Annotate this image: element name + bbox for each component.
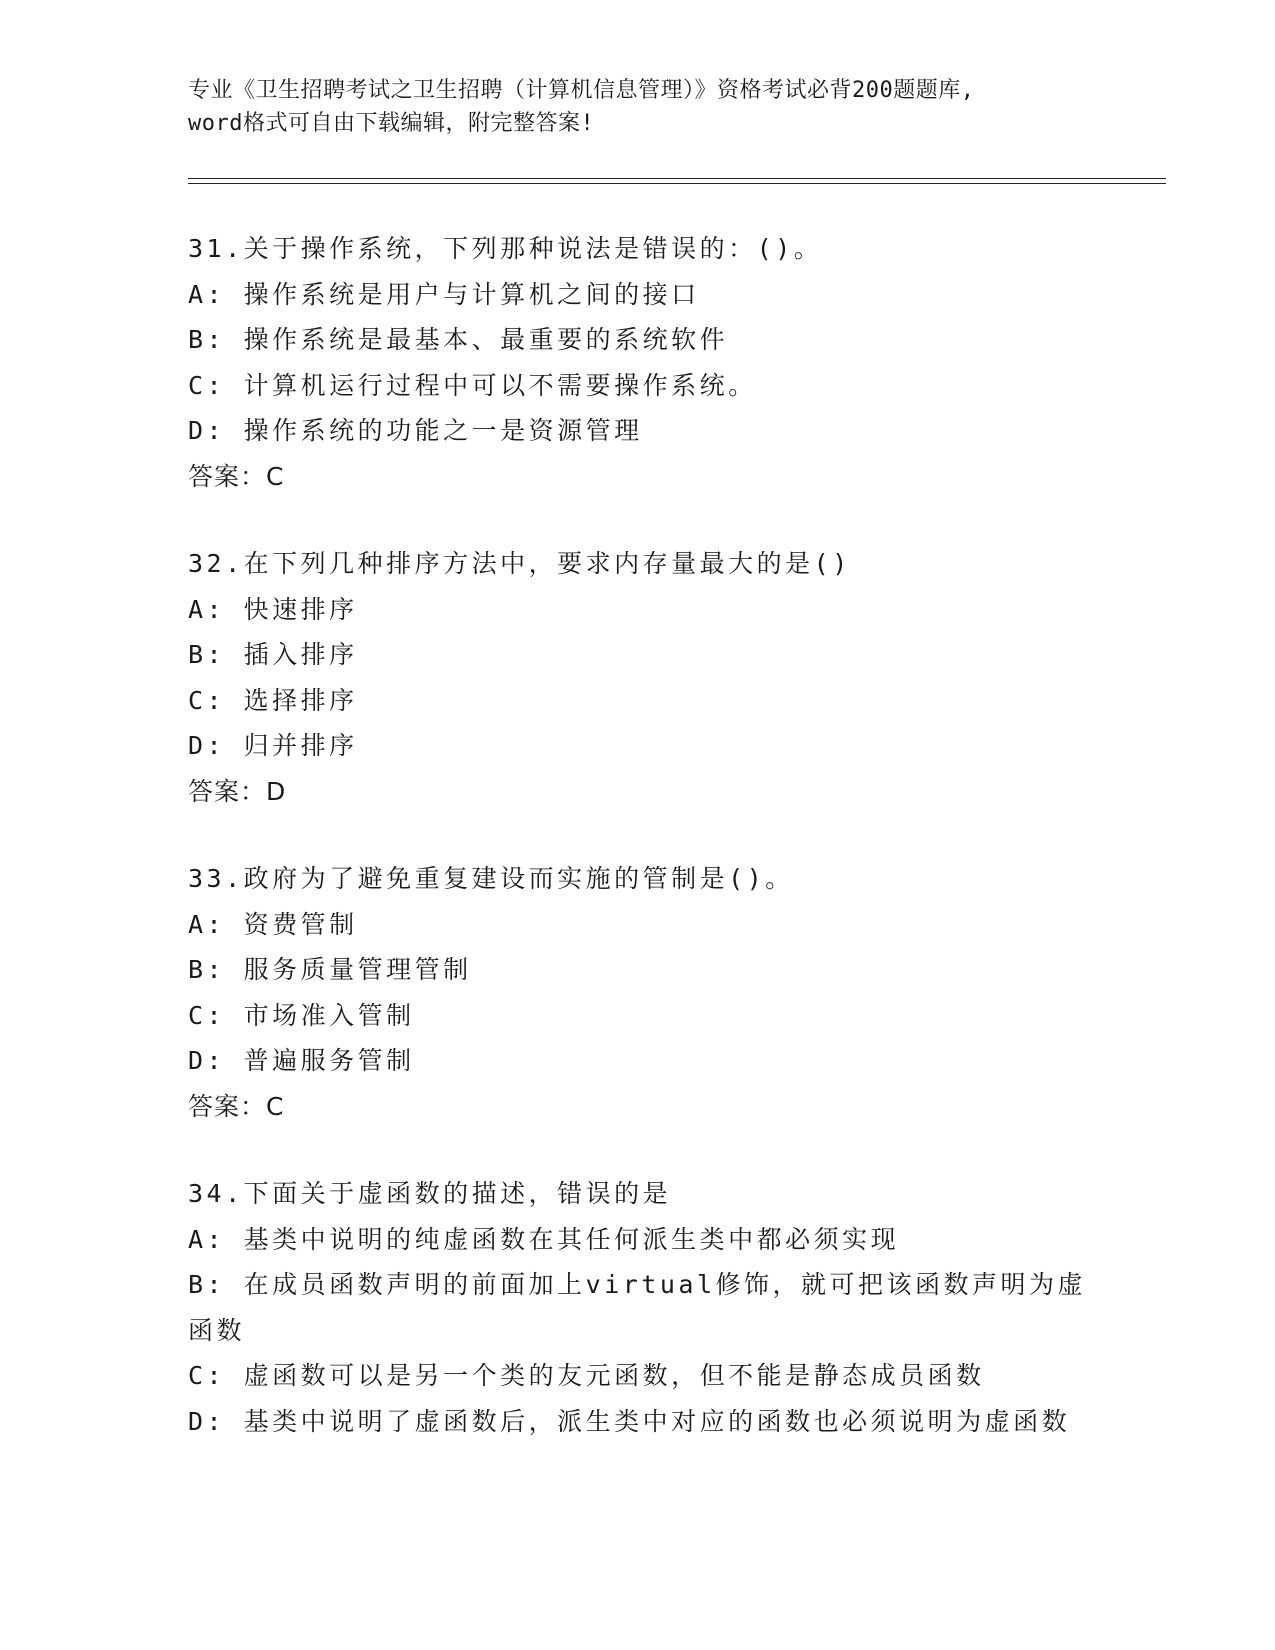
answer: 答案：C <box>188 1091 285 1121</box>
option-c: C: 选择排序 <box>188 685 358 715</box>
option-d: D: 归并排序 <box>188 731 358 760</box>
option-a: A: 基类中说明的纯虚函数在其任何派生类中都必须实现 <box>188 1224 900 1254</box>
option-b: B: 插入排序 <box>188 640 358 669</box>
header-line-1: 专业《卫生招聘考试之卫生招聘（计算机信息管理）》资格考试必背200题题库, <box>188 78 975 103</box>
header-divider-top <box>188 178 1166 179</box>
answer: 答案：C <box>188 461 285 491</box>
question-stem: 33.政府为了避免重复建设而实施的管制是()。 <box>188 864 794 893</box>
document-header <box>188 74 1088 140</box>
question-34 <box>188 1171 1088 1444</box>
question-stem: 34.下面关于虚函数的描述，错误的是 <box>188 1179 672 1208</box>
option-d: D: 操作系统的功能之一是资源管理 <box>188 416 643 445</box>
option-a: A: 操作系统是用户与计算机之间的接口 <box>188 279 700 309</box>
question-33 <box>188 856 1088 1129</box>
header-divider-bottom <box>188 183 1166 184</box>
option-c: C: 虚函数可以是另一个类的友元函数，但不能是静态成员函数 <box>188 1361 985 1390</box>
question-31 <box>188 226 1088 499</box>
option-b: B: 服务质量管理管制 <box>188 955 472 984</box>
option-b: B: 操作系统是最基本、最重要的系统软件 <box>188 325 729 354</box>
question-stem: 32.在下列几种排序方法中，要求内存量最大的是() <box>188 549 851 578</box>
option-c: C: 市场准入管制 <box>188 1000 415 1030</box>
question-32 <box>188 541 1088 814</box>
option-a: A: 资费管制 <box>188 909 358 939</box>
option-c: C: 计算机运行过程中可以不需要操作系统。 <box>188 370 757 400</box>
question-stem: 31.关于操作系统，下列那种说法是错误的：()。 <box>188 234 823 263</box>
option-a: A: 快速排序 <box>188 594 358 624</box>
option-b: B: 在成员函数声明的前面加上virtual修饰，就可把该函数声明为虚函数 <box>188 1270 1087 1345</box>
option-d: D: 普遍服务管制 <box>188 1046 415 1075</box>
answer: 答案：D <box>188 776 287 806</box>
header-line-2: word格式可自由下载编辑，附完整答案! <box>188 111 595 136</box>
option-d: D: 基类中说明了虚函数后，派生类中对应的函数也必须说明为虚函数 <box>188 1406 1071 1436</box>
